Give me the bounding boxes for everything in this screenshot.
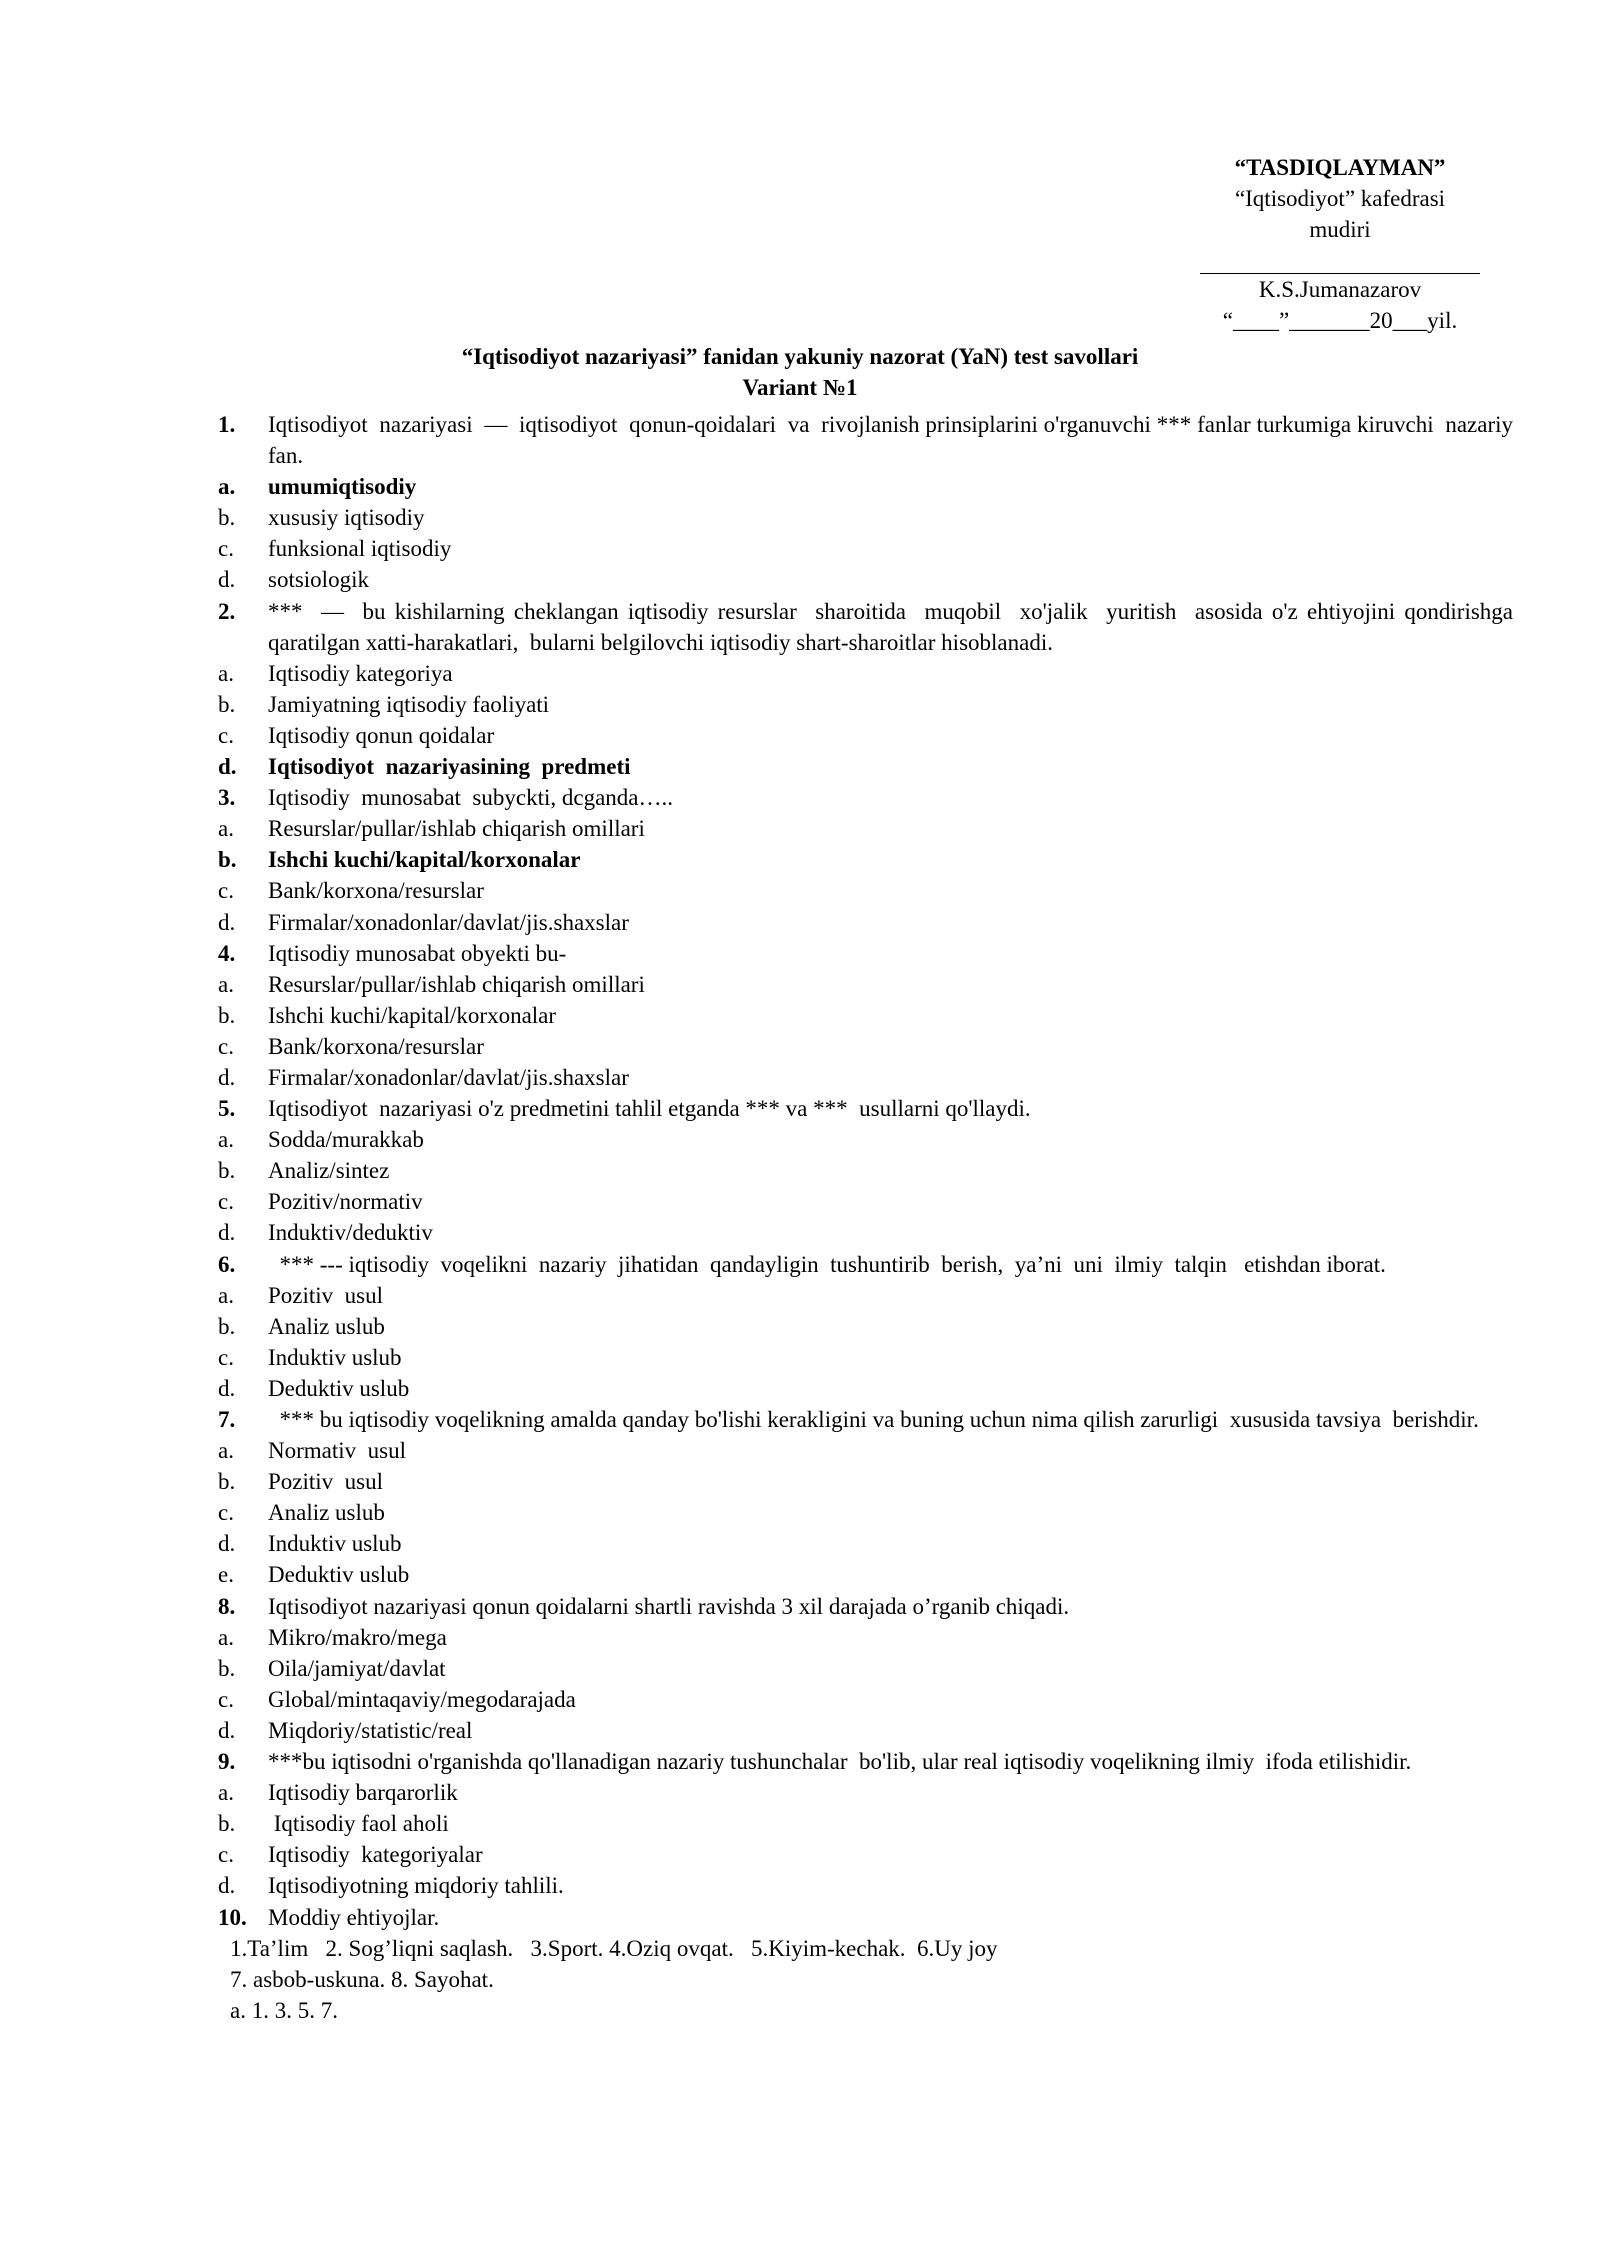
- approval-block: [1180, 152, 1500, 336]
- item-label: d.: [218, 909, 236, 935]
- question-item: [218, 409, 1525, 471]
- item-text: Moddiy ehtiyojlar.: [268, 1904, 440, 1930]
- item-label: 5.: [218, 1096, 236, 1122]
- item-label: 9.: [218, 1749, 236, 1775]
- answer-option: [218, 1684, 1513, 1715]
- question-item: [218, 1093, 1513, 1124]
- item-text: Mikro/makro/mega: [268, 1624, 447, 1650]
- item-label: b.: [218, 1313, 236, 1339]
- item-label: d.: [218, 1717, 236, 1743]
- item-label: e.: [218, 1562, 234, 1588]
- answer-option: [218, 751, 1513, 782]
- tail-line: 1.Ta’lim 2. Sog’liqni saqlash. 3.Sport. 4.Oziq ovqat. 5.Kiyim-kechak. 6.Uy joy: [230, 1935, 998, 1961]
- item-label: a.: [218, 971, 234, 997]
- item-text: Analiz/sintez: [268, 1158, 390, 1184]
- answer-option: [218, 1839, 1513, 1870]
- item-text: Analiz uslub: [268, 1313, 385, 1339]
- item-text: Iqtisodiyot nazariyasi qonun qoidalarni shartli ravishda 3 xil darajada o’rganib chiqadi.: [268, 1593, 1070, 1619]
- item-text: Ishchi kuchi/kapital/korxonalar: [268, 847, 581, 873]
- item-label: a.: [218, 474, 236, 500]
- item-text: Iqtisodiyot nazariyasi — iqtisodiyot qonun-qoidalari va rivojlanish prinsiplarini o'rganuvchi *** fanlar turkumiga kiruvchi nazariy fan.: [268, 412, 1525, 469]
- answer-option: [218, 533, 1513, 564]
- item-label: c.: [218, 1189, 234, 1215]
- item-text: Iqtisodiy barqarorlik: [268, 1780, 458, 1806]
- question-list: [218, 409, 1525, 2026]
- answer-option: [218, 1559, 1513, 1590]
- item-label: 4.: [218, 940, 236, 966]
- approval-date: “____”_______20___yil.: [1222, 308, 1458, 333]
- item-text: Bank/korxona/resurslar: [268, 878, 484, 904]
- item-label: c.: [218, 722, 234, 748]
- item-text: funksional iqtisodiy: [268, 536, 452, 562]
- answer-option: [218, 813, 1513, 844]
- question-item: [218, 1746, 1513, 1777]
- answer-option: [218, 969, 1513, 1000]
- item-label: c.: [218, 878, 234, 904]
- item-label: a.: [218, 816, 234, 842]
- approval-title: “TASDIQLAYMAN”: [1234, 155, 1446, 180]
- answer-option: [218, 689, 1513, 720]
- question-item: [218, 1902, 1513, 1933]
- item-label: 10.: [218, 1904, 247, 1930]
- answer-option: [218, 1031, 1513, 1062]
- answer-option: [218, 1311, 1513, 1342]
- item-text: Iqtisodiy kategoriya: [268, 660, 453, 686]
- item-label: a.: [218, 1624, 234, 1650]
- item-label: d.: [218, 567, 236, 593]
- answer-option: [218, 720, 1513, 751]
- item-text: *** bu iqtisodiy voqelikning amalda qanday bo'lishi kerakligini va buning uchun nima qilish zarurligi xususida tavsiya berishdir.: [268, 1407, 1479, 1432]
- answer-option: [218, 1342, 1513, 1373]
- item-label: a.: [218, 1780, 234, 1806]
- document-title: “Iqtisodiyot nazariyasi” fanidan yakuniy nazorat (YaN) test savollari: [461, 344, 1139, 369]
- item-text: Jamiyatning iqtisodiy faoliyati: [268, 691, 550, 717]
- question-item: [218, 1591, 1513, 1622]
- answer-option: [218, 1373, 1513, 1404]
- answer-option: [218, 658, 1513, 689]
- item-label: 8.: [218, 1593, 236, 1619]
- item-text: Oila/jamiyat/davlat: [268, 1655, 446, 1681]
- item-text: *** --- iqtisodiy voqelikni nazariy jihatidan qandayligin tushuntirib berish, ya’ni uni ilmiy talqin etishdan iborat.: [268, 1251, 1386, 1277]
- question-item: [218, 1404, 1513, 1435]
- answer-option: [218, 1528, 1513, 1559]
- answer-option: [218, 1497, 1513, 1528]
- answer-option: [218, 502, 1513, 533]
- item-text: Normativ usul: [268, 1438, 406, 1464]
- signature-line: [1200, 253, 1480, 274]
- item-label: b.: [218, 691, 236, 717]
- item-label: b.: [218, 1002, 236, 1028]
- answer-option: [218, 1217, 1513, 1248]
- item-label: b.: [218, 1655, 236, 1681]
- answer-option: [218, 1808, 1513, 1839]
- item-label: b.: [218, 1469, 236, 1495]
- item-label: a.: [218, 1438, 234, 1464]
- item-text: Induktiv uslub: [268, 1531, 402, 1557]
- item-text: Iqtisodiy munosabat subyckti, dcganda…..: [268, 785, 673, 811]
- question-item: [218, 1249, 1513, 1280]
- item-text: Pozitiv usul: [268, 1282, 384, 1308]
- answer-option: [218, 1155, 1513, 1186]
- item-text: Iqtisodiy faol aholi: [268, 1811, 449, 1837]
- item-text: sotsiologik: [268, 567, 369, 593]
- item-text: Sodda/murakkab: [268, 1127, 424, 1153]
- item-text: Iqtisodiy qonun qoidalar: [268, 722, 495, 748]
- item-text: Iqtisodiyotning miqdoriy tahlili.: [268, 1873, 564, 1899]
- question-item: [218, 596, 1519, 658]
- answer-option: [218, 471, 1513, 502]
- item-label: b.: [218, 505, 236, 531]
- item-label: b.: [218, 1158, 236, 1184]
- item-label: 2.: [218, 598, 236, 624]
- item-label: d.: [218, 1375, 236, 1401]
- item-text: Firmalar/xonadonlar/davlat/jis.shaxslar: [268, 1064, 629, 1090]
- item-text: ***bu iqtisodni o'rganishda qo'llanadigan nazariy tushunchalar bo'lib, ular real iqtisodiy voqelikning ilmiy ifoda etilishidir.: [268, 1749, 1412, 1775]
- item-text: Pozitiv/normativ: [268, 1189, 423, 1215]
- item-label: 7.: [218, 1407, 236, 1432]
- approval-position: mudiri: [1309, 217, 1371, 242]
- item-label: c.: [218, 1033, 234, 1059]
- answer-option: [218, 1870, 1513, 1901]
- answer-option: [218, 1280, 1513, 1311]
- item-text: Pozitiv usul: [268, 1469, 384, 1495]
- answer-option: [218, 564, 1513, 595]
- item-text: Iqtisodiyot nazariyasi o'z predmetini tahlil etganda *** va *** usullarni qo'llaydi.: [268, 1096, 1031, 1122]
- question-item: [218, 938, 1513, 969]
- answer-option: [218, 875, 1513, 906]
- item-text: Miqdoriy/statistic/real: [268, 1717, 473, 1743]
- answer-option: [218, 1435, 1513, 1466]
- tail-line: 7. asbob-uskuna. 8. Sayohat.: [230, 1966, 494, 1992]
- answer-option: [218, 1622, 1513, 1653]
- item-text: umumiqtisodiy: [268, 474, 417, 500]
- item-text: Induktiv uslub: [268, 1344, 402, 1370]
- item-label: d.: [218, 1064, 236, 1090]
- item-label: 1.: [218, 412, 236, 437]
- tail-line: a. 1. 3. 5. 7.: [230, 1997, 338, 2023]
- answer-option: [218, 907, 1513, 938]
- approval-department: “Iqtisodiyot” kafedrasi: [1234, 186, 1446, 211]
- item-label: c.: [218, 536, 234, 562]
- item-text: *** — bu kishilarning cheklangan iqtisodiy resurslar sharoitida muqobil xo'jalik yuritish asosida o'z ehtiyojini qondirishga qaratilgan xatti-harakatlari, bularni belgilovchi iqtisodiy shart-sharoitlar hisoblanadi.: [268, 598, 1519, 655]
- item-text: Deduktiv uslub: [268, 1375, 410, 1401]
- answer-option: [218, 1653, 1513, 1684]
- item-text: Induktiv/deduktiv: [268, 1220, 433, 1246]
- item-text: Deduktiv uslub: [268, 1562, 410, 1588]
- item-label: 3.: [218, 785, 236, 811]
- question-item: [218, 782, 1513, 813]
- answer-option: [218, 1777, 1513, 1808]
- variant-title: Variant №1: [742, 375, 858, 400]
- answer-option: [218, 1062, 1513, 1093]
- item-text: Iqtisodiyot nazariyasining predmeti: [268, 754, 631, 780]
- item-label: a.: [218, 660, 234, 686]
- approver-name: K.S.Jumanazarov: [1258, 277, 1422, 302]
- item-label: a.: [218, 1127, 234, 1153]
- item-label: c.: [218, 1344, 234, 1370]
- answer-option: [218, 844, 1513, 875]
- answer-option: [218, 1715, 1513, 1746]
- item-label: b.: [218, 1811, 236, 1837]
- item-label: 6.: [218, 1251, 236, 1277]
- item-label: c.: [218, 1500, 234, 1526]
- answer-option: [218, 1186, 1513, 1217]
- item-label: a.: [218, 1282, 234, 1308]
- answer-option: [218, 1124, 1513, 1155]
- item-label: d.: [218, 1220, 236, 1246]
- item-text: Firmalar/xonadonlar/davlat/jis.shaxslar: [268, 909, 629, 935]
- item-text: Iqtisodiy munosabat obyekti bu-: [268, 940, 567, 966]
- item-text: Global/mintaqaviy/megodarajada: [268, 1686, 576, 1712]
- item-text: Resurslar/pullar/ishlab chiqarish omillari: [268, 971, 645, 997]
- answer-option: [218, 1466, 1513, 1497]
- item-label: d.: [218, 754, 237, 780]
- item-label: c.: [218, 1842, 234, 1868]
- answer-option: [218, 1000, 1513, 1031]
- item-text: xususiy iqtisodiy: [268, 505, 425, 531]
- item-text: Iqtisodiy kategoriyalar: [268, 1842, 483, 1868]
- item-text: Ishchi kuchi/kapital/korxonalar: [268, 1002, 557, 1028]
- item-label: c.: [218, 1686, 234, 1712]
- item-text: Analiz uslub: [268, 1500, 385, 1526]
- item-label: d.: [218, 1531, 236, 1557]
- item-label: d.: [218, 1873, 236, 1899]
- item-text: Bank/korxona/resurslar: [268, 1033, 484, 1059]
- item-text: Resurslar/pullar/ishlab chiqarish omillari: [268, 816, 645, 842]
- item-label: b.: [218, 847, 237, 873]
